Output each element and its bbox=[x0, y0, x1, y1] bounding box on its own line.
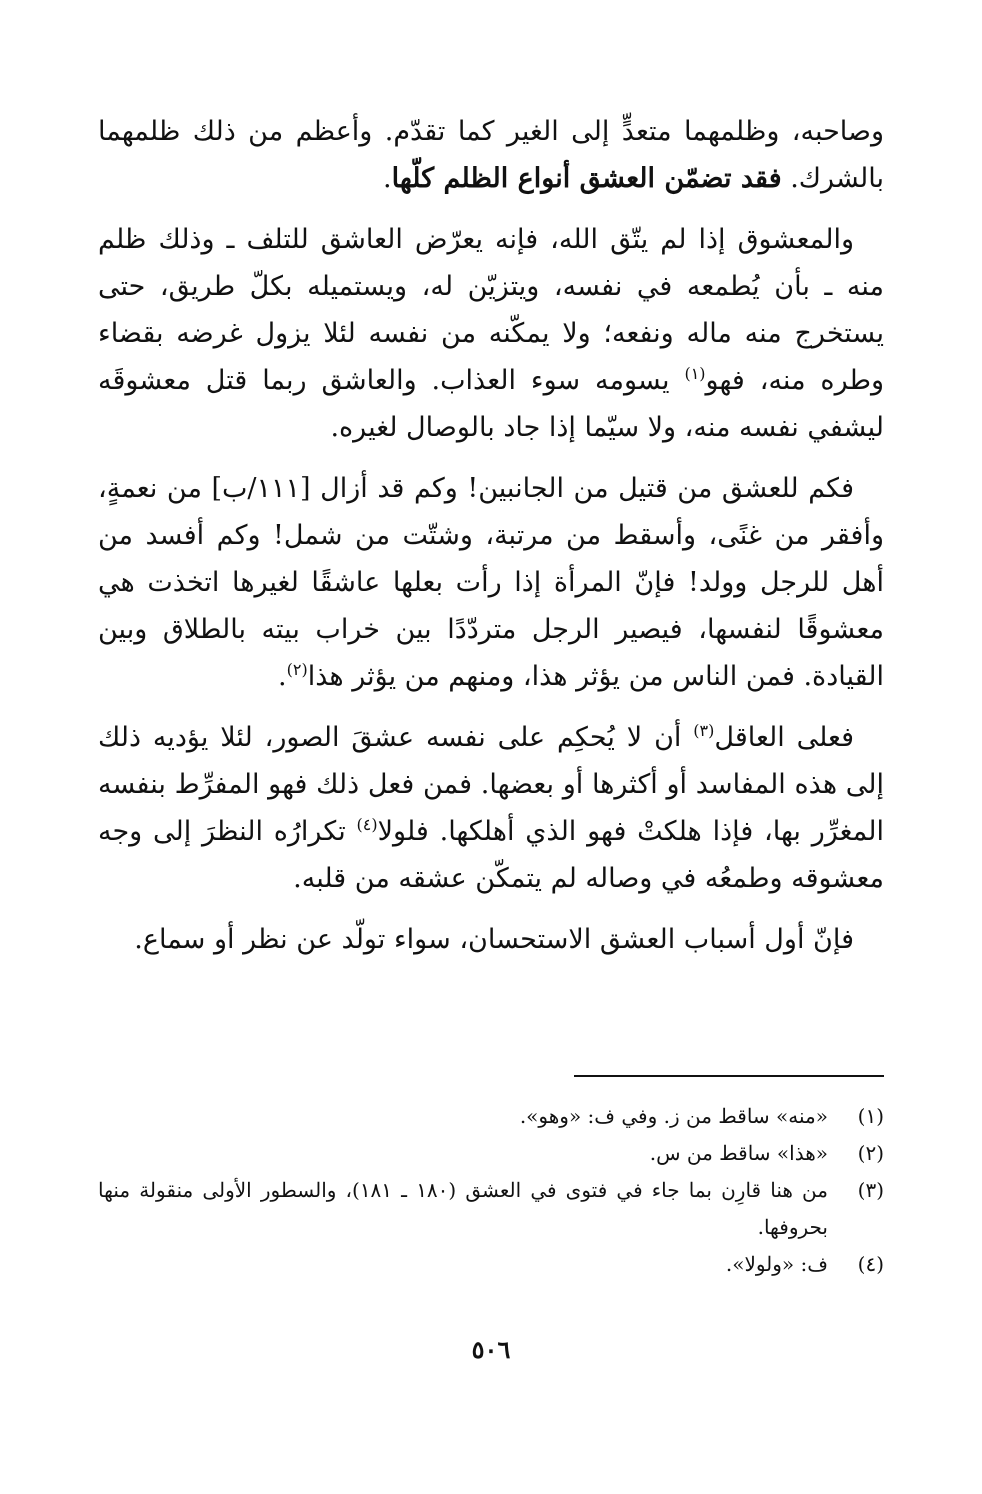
footnote bbox=[98, 1135, 884, 1172]
paragraph bbox=[98, 465, 884, 700]
paragraph-text: والمعشوق إذا لم يتّق الله، فإنه يعرّض العاشق للتلف ـ وذلك ظلم منه ـ بأن يُطمعه في نفسه، ويتزيّن له، ويستميله بكلّ طريق، حتى يستخرج منه ماله ونفعه؛ ولا يمكّنه من نفسه لئلا يزول غرضه بقضاء وطره منه، فهو bbox=[98, 224, 884, 396]
paragraph-text: . bbox=[278, 661, 287, 692]
footnote-number: (٤) bbox=[857, 1252, 884, 1276]
footnote-reference: (٢) bbox=[286, 660, 308, 679]
footnote-number: (١) bbox=[857, 1104, 884, 1128]
footnote bbox=[98, 1098, 884, 1135]
footnote-text: ف: «ولولا». bbox=[725, 1252, 828, 1276]
footnote-reference: (١) bbox=[684, 364, 706, 383]
paragraph-text: فعلى العاقل bbox=[714, 722, 854, 753]
footnote-text: «منه» ساقط من ز. وفي ف: «وهو». bbox=[519, 1104, 828, 1128]
footnotes bbox=[98, 1098, 884, 1283]
page-number: ٥٠٦ bbox=[471, 1335, 511, 1364]
paragraph-text: وصاحبه، وظلمهما متعدٍّ إلى الغير كما تقدّم. وأعظم من ذلك ظلمهما بالشرك. bbox=[98, 116, 884, 194]
footnote-separator bbox=[574, 1075, 884, 1077]
bold-text: فقد تضمّن العشق أنواع الظلم كلّها bbox=[391, 163, 782, 194]
footnote bbox=[98, 1172, 884, 1246]
main-text bbox=[98, 108, 884, 977]
footnote-reference: (٣) bbox=[693, 721, 715, 740]
paragraph-text: . bbox=[383, 163, 392, 194]
paragraph bbox=[98, 216, 884, 451]
paragraph-text: يسومه سوء العذاب. والعاشق ربما قتل معشوقَه ليشفي نفسه منه، ولا سيّما إذا جاد بالوصال لغيره. bbox=[98, 365, 884, 443]
paragraph-text: أن لا يُحكِم على نفسه عشقَ الصور، لئلا يؤديه ذلك إلى هذه المفاسد أو أكثرها أو بعضها. فمن فعل ذلك فهو المفرِّط بنفسه المغرِّر بها، فإذا هلكتْ فهو الذي أهلكها. فلولا bbox=[98, 722, 885, 847]
footnote-text: «هذا» ساقط من س. bbox=[649, 1141, 828, 1165]
paragraph-text: فإنّ أول أسباب العشق الاستحسان، سواء تولّد عن نظر أو سماع. bbox=[134, 924, 854, 955]
paragraph bbox=[98, 916, 884, 963]
footnote bbox=[98, 1246, 884, 1283]
footnote-number: (٣) bbox=[857, 1178, 884, 1202]
footnote-text: من هنا قارِن بما جاء في فتوى في العشق (١٨٠ ـ ١٨١)، والسطور الأولى منقولة منها بحروفها. bbox=[98, 1178, 828, 1239]
paragraph bbox=[98, 714, 884, 902]
paragraph bbox=[98, 108, 884, 202]
paragraph-text: فكم للعشق من قتيل من الجانبين! وكم قد أزال [١١١/ب] من نعمةٍ، وأفقر من غنًى، وأسقط من مرتبة، وشتّت من شمل! وكم أفسد من أهل للرجل وولد! فإنّ المرأة إذا رأت بعلها عاشقًا لغيرها اتخذت هي معشوقًا لنفسها، فيصير الرجل متردّدًا بين خراب بيته بالطلاق وبين القيادة. فمن الناس من يؤثر هذا، ومنهم من يؤثر هذا bbox=[98, 473, 884, 692]
footnote-reference: (٤) bbox=[356, 815, 378, 834]
paragraph-text: تكرارُه النظرَ إلى وجه معشوقه وطمعُه في وصاله لم يتمكّن عشقه من قلبه. bbox=[98, 816, 884, 894]
footnote-number: (٢) bbox=[857, 1141, 884, 1165]
